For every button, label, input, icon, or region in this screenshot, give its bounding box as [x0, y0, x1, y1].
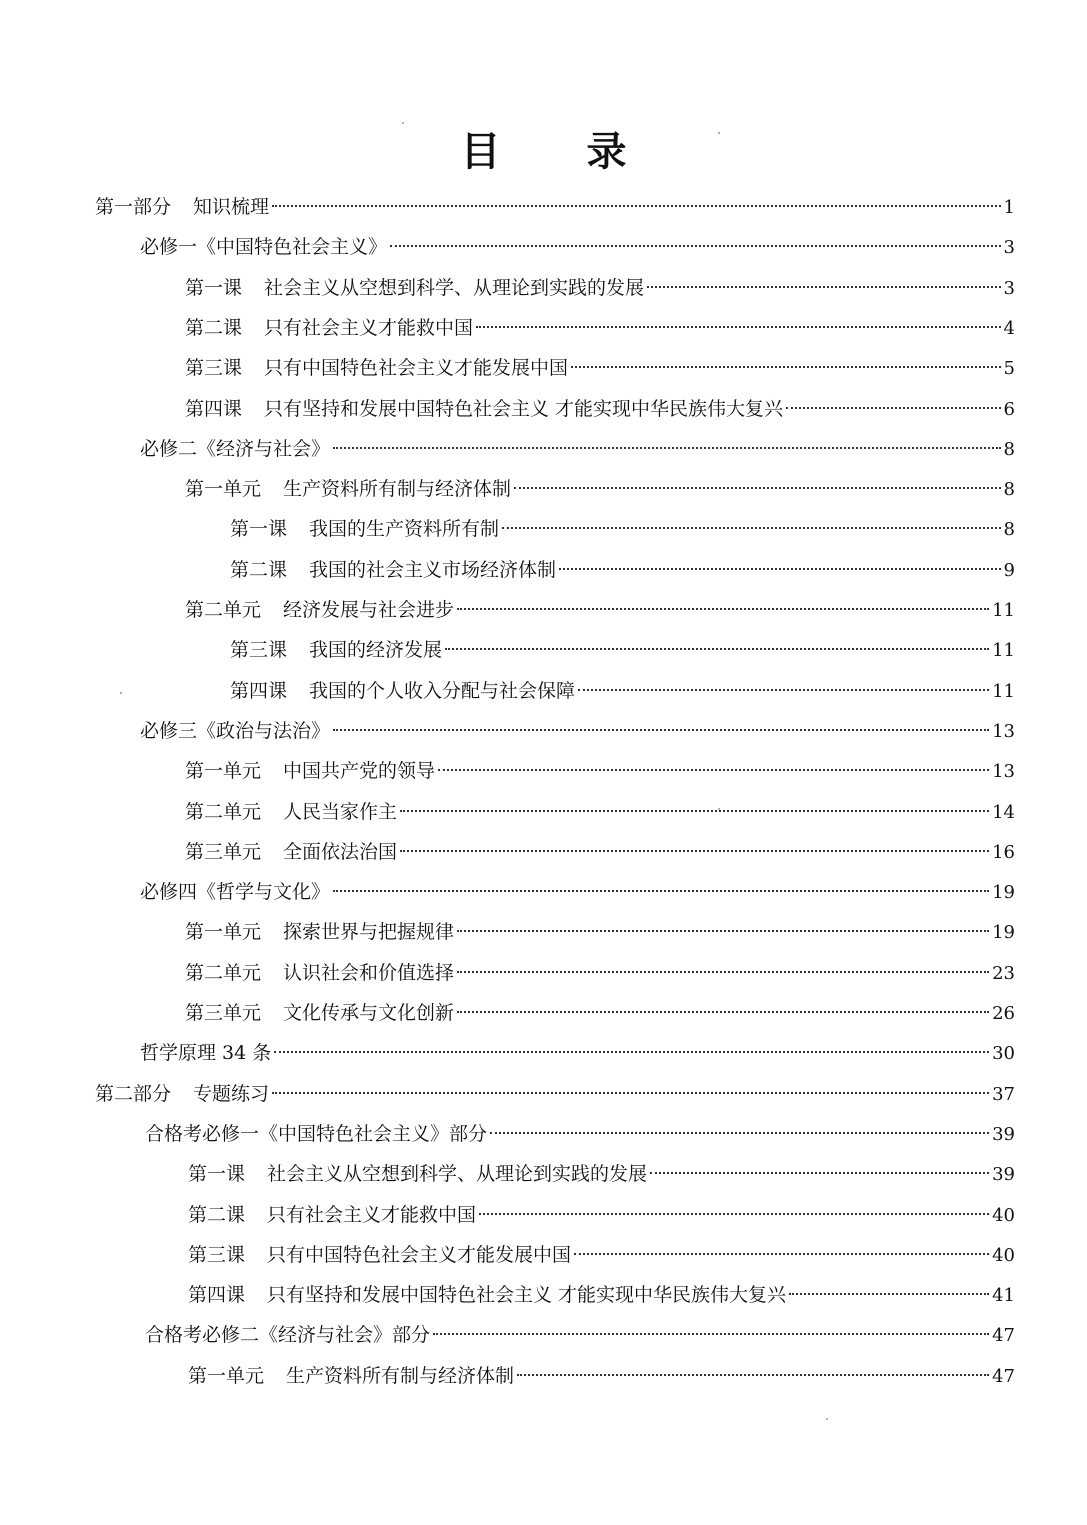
toc-entry-label: [145, 1119, 487, 1149]
dot-leader: [647, 286, 1001, 288]
toc-entry[interactable]: [185, 313, 1015, 343]
toc-entry[interactable]: [230, 635, 1015, 665]
toc-entry-label: [140, 716, 330, 746]
toc-entry-page-number: 47: [992, 1325, 1015, 1347]
toc-entry[interactable]: [185, 756, 1015, 786]
scan-speck: [718, 808, 720, 810]
dot-leader: [457, 1011, 989, 1013]
toc-entry-title: 知识梳理: [193, 196, 270, 218]
dot-leader: [786, 407, 1000, 409]
toc-entry-page-number: 11: [992, 680, 1015, 702]
dot-leader: [400, 850, 989, 852]
dot-leader: [333, 729, 989, 731]
toc-entry-label: [185, 797, 397, 827]
toc-entry-title: 只有中国特色社会主义才能发展中国: [264, 357, 569, 380]
toc-entry-title: 我国的经济发展: [309, 639, 443, 662]
toc-entry-title: 中国共产党的领导: [283, 760, 436, 783]
toc-entry-title: 探索世界与把握规律: [283, 921, 455, 944]
toc-entry[interactable]: [188, 1280, 1015, 1310]
toc-entry-label: [185, 474, 511, 504]
toc-entry-page-number: 19: [992, 882, 1015, 904]
toc-entry-title: 合格考必修二《经济与社会》部分: [145, 1324, 431, 1347]
toc-entry-label: [188, 1240, 571, 1270]
toc-entry-title: 文化传承与文化创新: [283, 1002, 455, 1024]
toc-entry-label: [188, 1280, 786, 1310]
toc-entry-number: 第三课: [230, 639, 288, 662]
toc-entry-number: 第二单元: [185, 599, 262, 621]
dot-leader: [457, 971, 989, 973]
toc-entry-page-number: 11: [992, 600, 1015, 621]
toc-entry-title: 必修四《哲学与文化》: [140, 881, 331, 904]
toc-entry-label: [140, 434, 330, 464]
dot-leader: [333, 890, 989, 892]
toc-entry-title: 必修二《经济与社会》: [140, 437, 331, 460]
toc-entry-page-number: 40: [992, 1204, 1015, 1226]
dot-leader: [574, 1253, 989, 1255]
dot-leader: [433, 1333, 989, 1335]
toc-entry-label: [185, 998, 454, 1028]
toc-entry-number: 第三单元: [185, 840, 262, 863]
toc-entry-label: [140, 232, 387, 262]
toc-entry-page-number: 47: [992, 1365, 1015, 1387]
toc-entry[interactable]: [140, 716, 1015, 746]
toc-entry[interactable]: [185, 353, 1015, 383]
toc-entry-label: [185, 353, 568, 383]
toc-entry-title: 人民当家作主: [283, 800, 398, 823]
toc-entry[interactable]: [185, 273, 1015, 303]
toc-entry-number: 第四课: [230, 679, 288, 702]
toc-entry-page-number: 26: [992, 1003, 1015, 1024]
toc-entry-number: 第三课: [185, 357, 243, 380]
toc-entry[interactable]: [185, 917, 1015, 947]
toc-entry-title: 只有社会主义才能救中国: [267, 1203, 477, 1226]
toc-entry[interactable]: [230, 514, 1015, 544]
toc-entry-title: 必修三《政治与法治》: [140, 719, 331, 742]
toc-entry[interactable]: [145, 1320, 1015, 1350]
toc-entry-title: 哲学原理 34 条: [140, 1042, 272, 1065]
toc-entry-label: [145, 1320, 430, 1350]
dot-leader: [490, 1132, 989, 1134]
toc-entry[interactable]: [188, 1361, 1015, 1391]
dot-leader: [272, 205, 1001, 207]
toc-entry-number: 第一单元: [188, 1364, 265, 1387]
toc-entry[interactable]: [185, 474, 1015, 504]
toc-entry-page-number: 14: [992, 801, 1015, 823]
toc-entry-page-number: 16: [992, 841, 1015, 863]
toc-entry-title: 认识社会和价值选择: [283, 961, 455, 984]
toc-entry-number: 第一单元: [185, 478, 262, 501]
toc-entry-page-number: 40: [992, 1244, 1015, 1266]
toc-entry-number: 第二部分: [95, 1082, 172, 1105]
toc-entry-label: [230, 676, 575, 706]
toc-entry-page-number: 3: [1003, 277, 1015, 299]
toc-entry-number: 第四课: [188, 1284, 246, 1307]
dot-leader: [514, 487, 1001, 489]
toc-entry-title: 我国的生产资料所有制: [309, 518, 500, 541]
toc-entry-label: [188, 1361, 514, 1391]
toc-entry-title: 合格考必修一《中国特色社会主义》部分: [145, 1122, 488, 1145]
toc-entry-title: 生产资料所有制与经济体制: [283, 478, 512, 501]
dot-leader: [390, 245, 1001, 247]
toc-entry-number: 第二单元: [185, 800, 262, 823]
toc-entry-title: 只有中国特色社会主义才能发展中国: [267, 1243, 572, 1266]
toc-entry-title: 经济发展与社会进步: [283, 599, 455, 621]
toc-entry-label: [185, 595, 454, 625]
toc-entry-label: [140, 877, 330, 907]
toc-entry[interactable]: [185, 595, 1015, 625]
toc-entry-page-number: 23: [992, 962, 1015, 984]
toc-entry-number: 第一课: [188, 1163, 246, 1186]
toc-entry-title: 必修一《中国特色社会主义》: [140, 236, 388, 259]
toc-entry-number: 第一课: [185, 276, 243, 299]
toc-entry-label: [140, 1038, 271, 1068]
toc-entry-label: [185, 394, 783, 424]
toc-entry[interactable]: [188, 1240, 1015, 1270]
toc-entry[interactable]: [140, 877, 1015, 907]
toc-entry-label: [188, 1200, 476, 1230]
toc-entry[interactable]: [230, 676, 1015, 706]
toc-entry-page-number: 6: [1003, 398, 1015, 420]
toc-entry[interactable]: [185, 394, 1015, 424]
toc-entry[interactable]: [140, 1038, 1015, 1068]
dot-leader: [571, 366, 1001, 368]
toc-entry-label: [95, 1079, 269, 1109]
dot-leader: [438, 769, 989, 771]
toc-entry-label: [185, 837, 397, 867]
toc-entry-label: [185, 958, 454, 988]
scan-speck: [718, 132, 720, 134]
dot-leader: [457, 608, 989, 610]
page-title: 目 录: [460, 128, 663, 175]
toc-entry-page-number: 8: [1003, 479, 1015, 501]
toc-entry[interactable]: [145, 1119, 1015, 1149]
toc-entry-title: 只有坚持和发展中国特色社会主义 才能实现中华民族伟大复兴: [264, 397, 784, 420]
toc-entry-page-number: 30: [992, 1043, 1015, 1065]
toc-entry-title: 社会主义从空想到科学、从理论到实践的发展: [264, 276, 645, 299]
toc-entry[interactable]: [230, 555, 1015, 585]
toc-entry-page-number: 8: [1003, 438, 1015, 460]
toc-entry-title: 只有坚持和发展中国特色社会主义 才能实现中华民族伟大复兴: [267, 1284, 787, 1307]
toc-entry-label: [185, 313, 473, 343]
toc-entry-page-number: 13: [992, 761, 1015, 783]
scan-speck: [120, 692, 122, 694]
dot-leader: [333, 447, 1001, 449]
toc-entry-label: [185, 273, 644, 303]
toc-entry[interactable]: [140, 232, 1015, 262]
toc-entry-label: [185, 917, 454, 947]
scan-speck: [826, 1418, 828, 1420]
toc-entry-label: [95, 192, 269, 222]
toc-entry-label: [230, 635, 442, 665]
toc-entry-title: 我国的个人收入分配与社会保障: [309, 679, 576, 702]
dot-leader: [559, 568, 1001, 570]
toc-entry-number: 第二课: [230, 558, 288, 581]
toc-entry-title: 只有社会主义才能救中国: [264, 316, 474, 339]
toc-entry-page-number: 9: [1003, 559, 1015, 581]
toc-entry-title: 全面依法治国: [283, 840, 398, 863]
dot-leader: [517, 1374, 989, 1376]
dot-leader: [789, 1293, 989, 1295]
toc-entry[interactable]: [188, 1200, 1015, 1230]
toc-entry-page-number: 39: [992, 1164, 1015, 1186]
toc-entry[interactable]: [185, 837, 1015, 867]
toc-entry-label: [230, 555, 556, 585]
toc-entry-page-number: 5: [1003, 358, 1015, 380]
toc-entry-title: 我国的社会主义市场经济体制: [309, 558, 557, 581]
toc-entry-number: 第四课: [185, 397, 243, 420]
scan-speck: [402, 122, 404, 124]
toc-entry-number: 第三单元: [185, 1002, 262, 1024]
toc-entry-number: 第二课: [185, 316, 243, 339]
toc-entry-page-number: 11: [992, 640, 1015, 662]
toc-entry-title: 社会主义从空想到科学、从理论到实践的发展: [267, 1163, 648, 1186]
toc-entry[interactable]: [185, 958, 1015, 988]
toc-entry[interactable]: [140, 434, 1015, 464]
toc-entry[interactable]: [95, 1079, 1015, 1109]
toc-entry-number: 第一单元: [185, 921, 262, 944]
dot-leader: [445, 648, 989, 650]
toc-entry[interactable]: [188, 1159, 1015, 1189]
dot-leader: [476, 326, 1001, 328]
toc-entry-title: 专题练习: [193, 1082, 270, 1105]
toc-entry-number: 第一单元: [185, 760, 262, 783]
toc-entry[interactable]: [185, 998, 1015, 1028]
toc-entry-page-number: 1: [1003, 197, 1015, 218]
toc-entry-page-number: 37: [992, 1083, 1015, 1105]
dot-leader: [479, 1213, 989, 1215]
toc-entry-label: [230, 514, 499, 544]
toc-entry-number: 第二课: [188, 1203, 246, 1226]
dot-leader: [578, 689, 989, 691]
dot-leader: [650, 1172, 989, 1174]
toc-entry-number: 第三课: [188, 1243, 246, 1266]
toc-entry[interactable]: [95, 192, 1015, 222]
toc-entry-title: 生产资料所有制与经济体制: [286, 1364, 515, 1387]
toc-entry-page-number: 19: [992, 922, 1015, 944]
toc-entry-page-number: 39: [992, 1123, 1015, 1145]
toc-entry-label: [188, 1159, 647, 1189]
toc-entry-page-number: 41: [992, 1285, 1015, 1307]
toc-entry-page-number: 4: [1003, 317, 1015, 339]
toc-entry-number: 第一部分: [95, 196, 172, 218]
toc-entry-page-number: 8: [1003, 519, 1015, 541]
toc-entry-number: 第二单元: [185, 961, 262, 984]
dot-leader: [502, 527, 1001, 529]
toc-entry-number: 第一课: [230, 518, 288, 541]
toc-entry[interactable]: [185, 797, 1015, 827]
dot-leader: [457, 930, 989, 932]
dot-leader: [272, 1092, 989, 1094]
toc-entry-page-number: 3: [1003, 237, 1015, 259]
dot-leader: [274, 1051, 989, 1053]
toc-entry-label: [185, 756, 435, 786]
dot-leader: [400, 810, 989, 812]
toc-entry-page-number: 13: [992, 720, 1015, 742]
